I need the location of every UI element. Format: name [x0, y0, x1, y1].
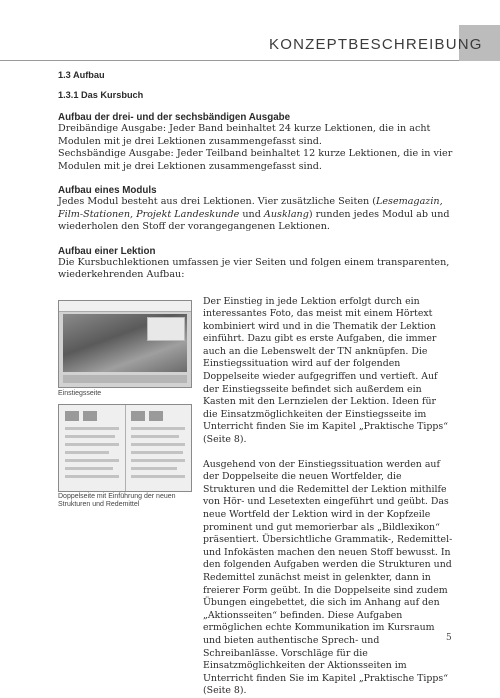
paragraph-modul: [58, 196, 453, 234]
heading-modul: Aufbau eines Moduls: [58, 185, 157, 196]
thumbnail-line: [131, 467, 177, 470]
thumbnail-footer-bar: [63, 375, 187, 383]
header-rule: [0, 60, 459, 61]
paragraph-einstieg: Der Einstieg in jede Lektion erfolgt durch ein interessantes Foto, das meist mit einem Hörtext kombiniert wird und in die Thematik der Lektion einführt. Dazu gibt es erste Aufgaben, die immer auch an die Lebenswelt der TN anknüpfen. Die Einstiegssituation wird auf der folgenden Doppelseite wieder aufgegriffen und vertieft. Auf der Einstiegsseite befindet sich außerdem ein Kasten mit den Lernzielen der Lektion. Ideen für die Einsatzmöglichkeiten der Einstiegsseite im Unterricht finden Sie im Kapitel „Praktische Tipps“ (Seite 8).: [203, 295, 448, 446]
section-heading-aufbau: 1.3 Aufbau: [58, 70, 105, 80]
thumbnail-line: [131, 475, 185, 478]
two-column-section: [58, 295, 453, 697]
heading-lektion: Aufbau einer Lektion: [58, 245, 156, 257]
thumbnail-image-2: [83, 411, 97, 421]
page-number: 5: [446, 633, 452, 643]
thumbnail-line: [65, 435, 115, 438]
thumbnail-line: [131, 435, 179, 438]
paragraph-sechsbaendig: Sechsbändige Ausgabe: Jeder Teilband beinhaltet 12 kurze Lektionen, die in vier Modulen mit je drei Lektionen zusammengefasst sind.: [58, 148, 453, 172]
modul-text-1: Jedes Modul besteht aus drei Lektionen. Vier zusätzliche Seiten (: [58, 196, 376, 207]
thumbnail-header-strip: [59, 301, 191, 312]
right-column: [203, 296, 453, 698]
thumbnail-line: [131, 451, 183, 454]
thumbnail-line: [65, 427, 119, 430]
thumbnail-line: [65, 467, 113, 470]
thumbnail-image-3: [131, 411, 145, 421]
paragraph-doppelseite: Ausgehend von der Einstiegssituation werden auf der Doppelseite die neuen Wortfelder, die Strukturen und die Redemittel der Lektion mithilfe von Hör- und Lesetexten eingeführt und geübt. Das neue Wortfeld der Lektion wird in der Kopfzeile prominent und gut memorierbar als „Bildlexikon“ präsentiert. Übersichtliche Grammatik-, Redemittel- und Infokästen machen den neuen Stoff bewusst. In den folgenden Aufgaben werden die Strukturen und Redemittel zunächst meist in gelenkter, dann in freierer Form geübt. In die Doppelseite sind zudem Übungen eingebettet, die sich im Anhang auf den „Aktionsseiten“ befinden. Diese Aufgaben ermöglichen echte Kommunikation im Kursraum und bieten authentische Sprech- und Schreibanlässe. Vorschläge für die Einsatzmöglichkeiten der Aktionsseiten im Unterricht finden Sie im Kapitel „Praktische Tipps“ (Seite 8).: [203, 458, 453, 697]
caption-einstiegsseite: Einstiegsseite: [58, 389, 102, 397]
heading-ausgabe: Aufbau der drei- und der sechsbändigen Ausgabe: [58, 112, 291, 123]
thumbnail-line: [131, 427, 185, 430]
page-content: [58, 70, 453, 697]
thumbnail-line: [65, 459, 119, 462]
modul-text-italic-1: Lesemagazin, Film-Stationen, Projekt Landeskunde: [58, 196, 443, 220]
einstiegsseite-thumbnail: [58, 300, 192, 388]
thumbnail-line: [131, 443, 185, 446]
thumbnail-image-1: [65, 411, 79, 421]
modul-text-2: und: [239, 208, 264, 220]
doppelseite-thumbnail: [58, 404, 192, 492]
thumbnail-goals-box: [147, 317, 185, 341]
thumbnail-image-4: [149, 411, 163, 421]
caption-doppelseite: Doppelseite mit Einführung der neuen Strukturen und Redemittel: [58, 492, 176, 508]
paragraph-dreibaendig: Dreibändige Ausgabe: Jeder Band beinhaltet 24 kurze Lektionen, die in acht Modulen mit je drei Lektionen zusammengefasst sind.: [58, 123, 431, 147]
thumbnail-line: [65, 451, 109, 454]
thumbnail-line: [65, 475, 119, 478]
thumbnail-spine: [125, 405, 126, 491]
modul-text-italic-2: Ausklang: [263, 208, 309, 220]
paragraph-lektion: Die Kursbuchlektionen umfassen je vier Seiten und folgen einem transparenten, wiederkehrenden Aufbau:: [58, 256, 450, 280]
thumbnail-line: [131, 459, 185, 462]
modul-text-3: ) runden jedes Modul ab und wiederholen den Stoff der vorangegangenen Lektionen.: [58, 208, 450, 232]
thumbnail-line: [65, 443, 119, 446]
page-header-title: KONZEPTBESCHREIBUNG: [269, 36, 483, 53]
subsection-heading-kursbuch: 1.3.1 Das Kursbuch: [58, 90, 144, 100]
